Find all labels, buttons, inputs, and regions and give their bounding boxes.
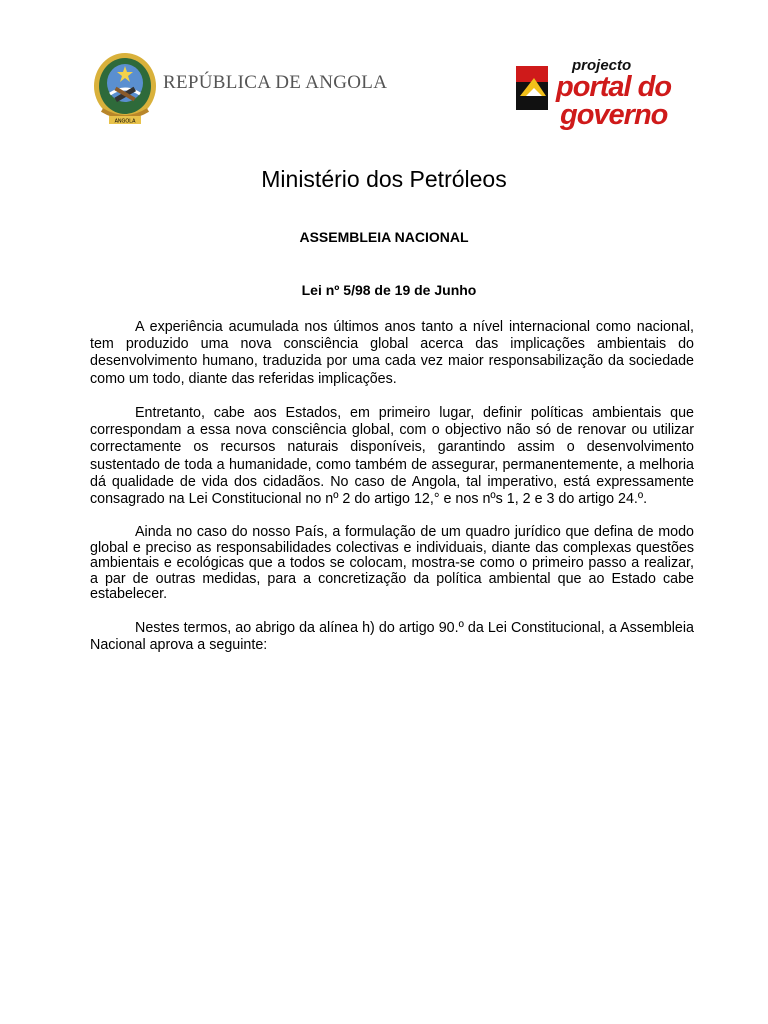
seal-text: ANGOLA (114, 118, 136, 125)
ministry-title: Ministério dos Petróleos (261, 166, 507, 192)
logo-line-1: projecto (572, 57, 632, 74)
page-header (0, 44, 768, 132)
portal-do-governo-logo (512, 52, 702, 132)
logo-line-2: portal do (556, 71, 672, 103)
paragraph-4: Nestes termos, ao abrigo da alínea h) do artigo 90.º da Lei Constitucional, a Assembleia Nacional aprova a seguinte: (90, 620, 694, 654)
paragraph-3: Ainda no caso do nosso País, a formulação de um quadro jurídico que defina de modo global e preciso as responsabilidades colectivas e individuais, diante das complexas questões ambientais e ecológicas que a todos se colocam, mostra-se como o primeiro passo a realizar, a par de outras medidas, para a concretização da política ambiental que ao Estado cabe estabelecer. (90, 524, 694, 603)
law-title: Lei nº 5/98 de 19 de Junho (301, 282, 477, 298)
angola-coat-of-arms-icon (92, 50, 158, 128)
paragraph-2: Entretanto, cabe aos Estados, em primeiro lugar, definir políticas ambientais que correspondam a essa nova consciência global, com o objectivo não só de renovar ou utilizar correctamente os recursos naturais disponíveis, garantindo assim o desenvolvimento sustentado de toda a humanidade, como também de assegurar, permanentemente, a melhoria dá qualidade de vida dos cidadãos. No caso de Angola, tal imperativo, está expressamente consagrado na Lei Constitucional no nº 2 do artigo 12,° e nos nºs 1, 2 e 3 do artigo 24.º. (90, 405, 694, 508)
document-body (90, 319, 694, 672)
assembly-heading: ASSEMBLEIA NACIONAL (299, 229, 469, 245)
republic-name: REPÚBLICA DE ANGOLA (163, 72, 388, 93)
paragraph-1: A experiência acumulada nos últimos anos tanto a nível internacional como nacional, tem produzido uma nova consciência global acerca das implicações ambientais do desenvolvimento humano, traduzida por uma cada vez maior responsabilização da sociedade como um todo, diante das referidas implicações. (90, 319, 694, 387)
logo-line-3: governo (560, 99, 668, 131)
